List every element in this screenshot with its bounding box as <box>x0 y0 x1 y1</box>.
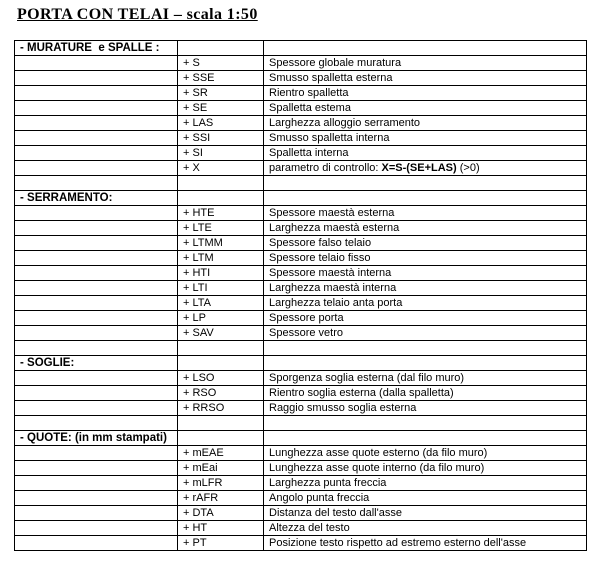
param-cell: + LSO <box>178 371 264 386</box>
section-cell <box>15 101 178 116</box>
description-cell <box>264 161 587 176</box>
description-cell: Larghezza maestà esterna <box>264 221 587 236</box>
section-cell <box>15 341 178 356</box>
param-cell: + SI <box>178 146 264 161</box>
description-cell: Sporgenza soglia esterna (dal filo muro) <box>264 371 587 386</box>
table-row <box>15 56 587 71</box>
section-header-row <box>15 356 587 371</box>
section-cell <box>15 176 178 191</box>
param-cell: + SR <box>178 86 264 101</box>
section-cell <box>15 236 178 251</box>
description-cell <box>264 191 587 206</box>
description-cell: Larghezza alloggio serramento <box>264 116 587 131</box>
table-row <box>15 311 587 326</box>
table-row <box>15 326 587 341</box>
param-cell: + RRSO <box>178 401 264 416</box>
param-cell <box>178 356 264 371</box>
section-cell <box>15 206 178 221</box>
description-cell: Larghezza punta freccia <box>264 476 587 491</box>
description-cell: Lunghezza asse quote interno (da filo muro) <box>264 461 587 476</box>
param-cell: + LTA <box>178 296 264 311</box>
param-cell: + SE <box>178 101 264 116</box>
description-text: (>0) <box>456 161 480 174</box>
param-cell: + HTI <box>178 266 264 281</box>
param-cell: + HTE <box>178 206 264 221</box>
param-cell <box>178 341 264 356</box>
section-cell <box>15 146 178 161</box>
description-cell: Raggio smusso soglia esterna <box>264 401 587 416</box>
param-cell <box>178 191 264 206</box>
table-row <box>15 266 587 281</box>
section-title-cell: - MURATURE e SPALLE : <box>15 41 178 56</box>
table-row <box>15 386 587 401</box>
description-cell <box>264 341 587 356</box>
description-text: parametro di controllo: <box>269 161 382 174</box>
section-cell <box>15 161 178 176</box>
description-cell: Spessore telaio fisso <box>264 251 587 266</box>
param-cell: + mLFR <box>178 476 264 491</box>
param-cell: + LP <box>178 311 264 326</box>
description-cell: Spalletta interna <box>264 146 587 161</box>
param-cell: + LAS <box>178 116 264 131</box>
table-row <box>15 401 587 416</box>
section-cell <box>15 386 178 401</box>
description-cell: Rientro soglia esterna (dalla spalletta) <box>264 386 587 401</box>
table-row <box>15 71 587 86</box>
section-cell <box>15 86 178 101</box>
parameters-table-body <box>15 41 587 551</box>
param-cell: + HT <box>178 521 264 536</box>
param-cell: + LTE <box>178 221 264 236</box>
description-cell <box>264 416 587 431</box>
table-row <box>15 521 587 536</box>
param-cell: + LTMM <box>178 236 264 251</box>
section-header-row <box>15 41 587 56</box>
table-row <box>15 371 587 386</box>
param-cell: + DTA <box>178 506 264 521</box>
section-cell <box>15 536 178 551</box>
table-row <box>15 251 587 266</box>
description-cell: Spessore globale muratura <box>264 56 587 71</box>
description-cell: Spessore maestà interna <box>264 266 587 281</box>
param-cell <box>178 431 264 446</box>
param-cell <box>178 416 264 431</box>
description-cell: Rientro spalletta <box>264 86 587 101</box>
description-cell: Posizione testo rispetto ad estremo esterno dell'asse <box>264 536 587 551</box>
param-cell: + rAFR <box>178 491 264 506</box>
description-formula: X=S-(SE+LAS) <box>381 161 457 174</box>
description-cell: Larghezza maestà interna <box>264 281 587 296</box>
param-cell: + mEai <box>178 461 264 476</box>
section-cell <box>15 401 178 416</box>
section-cell <box>15 476 178 491</box>
section-cell <box>15 131 178 146</box>
description-cell: Larghezza telaio anta porta <box>264 296 587 311</box>
description-cell <box>264 41 587 56</box>
section-cell <box>15 221 178 236</box>
description-cell: Spessore maestà esterna <box>264 206 587 221</box>
section-cell <box>15 506 178 521</box>
param-cell: + SAV <box>178 326 264 341</box>
param-cell: + X <box>178 161 264 176</box>
param-cell <box>178 41 264 56</box>
description-cell: Spalletta estema <box>264 101 587 116</box>
description-cell: Altezza del testo <box>264 521 587 536</box>
section-cell <box>15 251 178 266</box>
table-row <box>15 281 587 296</box>
description-cell <box>264 176 587 191</box>
param-cell <box>178 176 264 191</box>
section-cell <box>15 326 178 341</box>
section-cell <box>15 281 178 296</box>
description-cell <box>264 431 587 446</box>
table-row <box>15 116 587 131</box>
param-cell: + RSO <box>178 386 264 401</box>
parameters-table <box>14 40 587 551</box>
description-cell: Spessore falso telaio <box>264 236 587 251</box>
section-cell <box>15 461 178 476</box>
param-cell: + LTI <box>178 281 264 296</box>
description-cell: Distanza del testo dall'asse <box>264 506 587 521</box>
section-cell <box>15 296 178 311</box>
section-cell <box>15 56 178 71</box>
section-cell <box>15 416 178 431</box>
param-cell: + SSE <box>178 71 264 86</box>
table-row <box>15 506 587 521</box>
section-cell <box>15 116 178 131</box>
table-row <box>15 146 587 161</box>
description-cell <box>264 356 587 371</box>
separator-row <box>15 341 587 356</box>
param-cell: + PT <box>178 536 264 551</box>
table-row <box>15 476 587 491</box>
description-cell: Lunghezza asse quote esterno (da filo muro) <box>264 446 587 461</box>
table-row <box>15 446 587 461</box>
description-cell: Angolo punta freccia <box>264 491 587 506</box>
description-cell: Smusso spalletta esterna <box>264 71 587 86</box>
table-row <box>15 161 587 176</box>
table-row <box>15 86 587 101</box>
section-cell <box>15 521 178 536</box>
section-cell <box>15 371 178 386</box>
table-row <box>15 491 587 506</box>
description-cell: Spessore vetro <box>264 326 587 341</box>
param-cell: + LTM <box>178 251 264 266</box>
description-cell: Spessore porta <box>264 311 587 326</box>
section-title-cell: - QUOTE: (in mm stampati) <box>15 431 178 446</box>
table-row <box>15 131 587 146</box>
section-cell <box>15 266 178 281</box>
table-row <box>15 101 587 116</box>
section-header-row <box>15 191 587 206</box>
table-row <box>15 206 587 221</box>
table-row <box>15 221 587 236</box>
section-title-cell: - SOGLIE: <box>15 356 178 371</box>
table-row <box>15 296 587 311</box>
section-cell <box>15 71 178 86</box>
section-cell <box>15 491 178 506</box>
section-cell <box>15 446 178 461</box>
table-row <box>15 236 587 251</box>
section-title-cell: - SERRAMENTO: <box>15 191 178 206</box>
param-cell: + mEAE <box>178 446 264 461</box>
section-header-row <box>15 431 587 446</box>
table-row <box>15 461 587 476</box>
separator-row <box>15 416 587 431</box>
param-cell: + SSI <box>178 131 264 146</box>
description-cell: Smusso spalletta interna <box>264 131 587 146</box>
separator-row <box>15 176 587 191</box>
section-cell <box>15 311 178 326</box>
param-cell: + S <box>178 56 264 71</box>
table-row <box>15 536 587 551</box>
page-title: PORTA CON TELAI – scala 1:50 <box>17 6 258 23</box>
